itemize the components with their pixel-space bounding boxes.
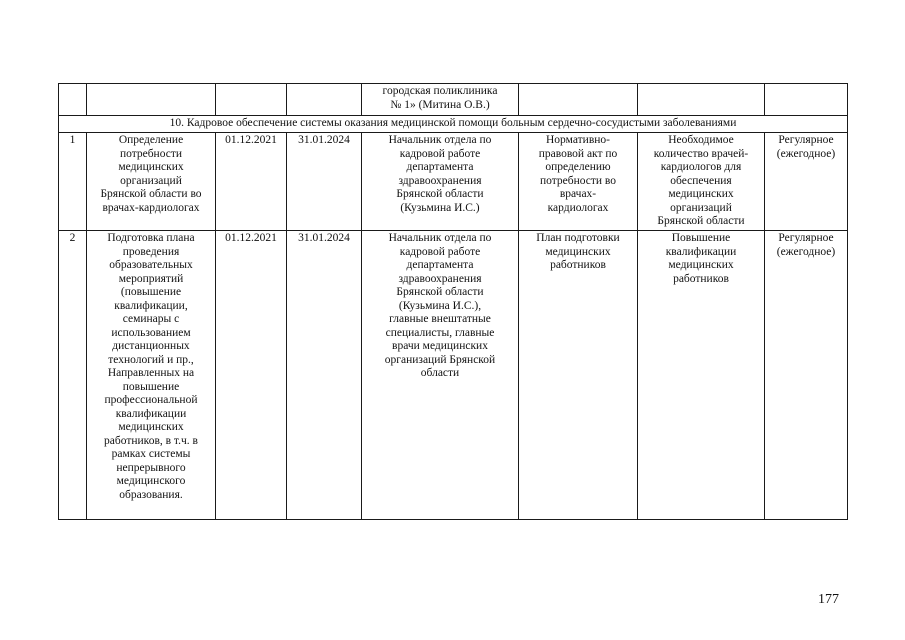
table-row xyxy=(59,133,848,231)
cell-empty xyxy=(87,84,216,116)
end-date: 31.01.2024 xyxy=(287,133,362,231)
frequency: Регулярное (ежегодное) xyxy=(765,133,848,231)
cell-empty xyxy=(519,84,638,116)
result: План подготовки медицинских работников xyxy=(519,231,638,520)
frequency: Регулярное (ежегодное) xyxy=(765,231,848,520)
activity-name: Подготовка плана проведения образовательных мероприятий (повышение квалификации, семинары с использованием дистанционных технологий и пр., Направленных на повышение профессиональной квалификации медицинских работников, в т.ч. в рамках системы непрерывного медицинского образования. xyxy=(87,231,216,520)
cell-responsible xyxy=(362,84,519,116)
cell-empty xyxy=(59,84,87,116)
cell-empty xyxy=(216,84,287,116)
start-date: 01.12.2021 xyxy=(216,133,287,231)
cell-empty xyxy=(765,84,848,116)
row-number: 1 xyxy=(59,133,87,231)
responsible: Начальник отдела по кадровой работе департамента здравоохранения Брянской области (Кузьмина И.С.), главные внештатные специалисты, главные врачи медицинских организаций Брянской области xyxy=(362,231,519,520)
row-number: 2 xyxy=(59,231,87,520)
indicator: Повышение квалификации медицинских работников xyxy=(638,231,765,520)
cell-empty xyxy=(287,84,362,116)
end-date: 31.01.2024 xyxy=(287,231,362,520)
activity-name: Определение потребности медицинских организаций Брянской области во врачах-кардиологах xyxy=(87,133,216,231)
section-header-row xyxy=(59,116,848,133)
start-date: 01.12.2021 xyxy=(216,231,287,520)
section-title: 10. Кадровое обеспечение системы оказания медицинской помощи больным сердечно-сосудистыми заболеваниями xyxy=(59,116,848,133)
table-row xyxy=(59,231,848,520)
continuation-row xyxy=(59,84,848,116)
result: Нормативно- правовой акт по определению потребности во врачах- кардиологах xyxy=(519,133,638,231)
indicator: Необходимое количество врачей- кардиологов для обеспечения медицинских организаций Брянской области xyxy=(638,133,765,231)
cell-empty xyxy=(638,84,765,116)
responsible: Начальник отдела по кадровой работе департамента здравоохранения Брянской области (Кузьмина И.С.) xyxy=(362,133,519,231)
page-number: 177 xyxy=(818,592,839,607)
activities-table xyxy=(58,83,848,520)
responsible-text: городская поликлиника № 1» (Митина О.В.) xyxy=(382,85,498,111)
